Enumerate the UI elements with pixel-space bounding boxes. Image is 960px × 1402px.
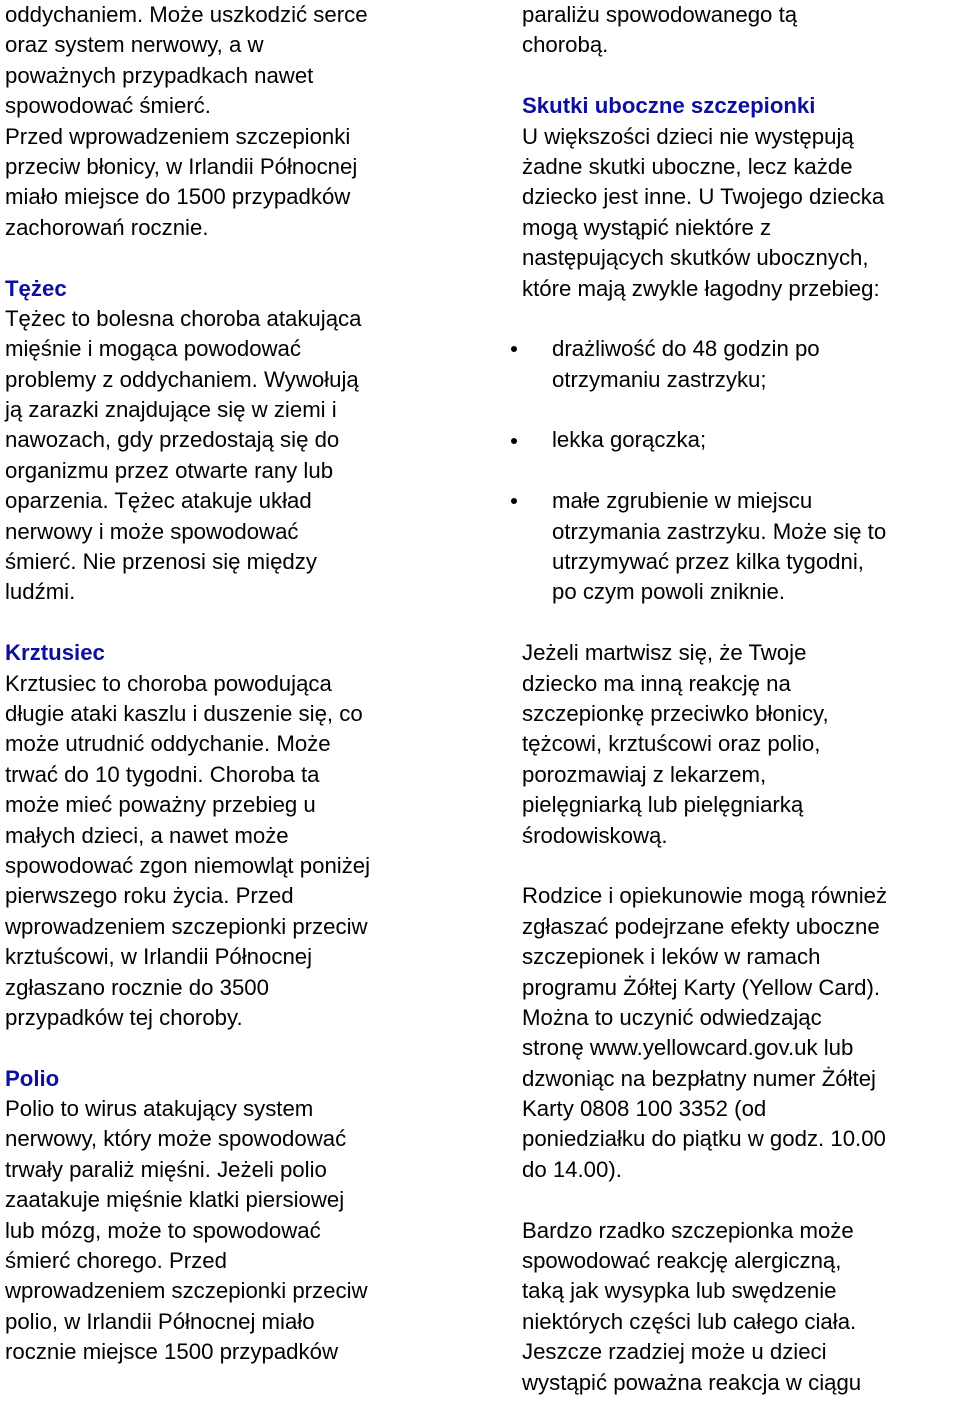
text-line: wprowadzeniem szczepionki przeciw [5, 913, 368, 939]
text-line: chorobą. [522, 32, 609, 58]
paragraph-gap [522, 851, 960, 881]
text-line: mięśnie i mogąca powodować [5, 336, 301, 362]
text-line: oraz system nerwowy, a w [5, 32, 264, 58]
text-line: następujących skutków ubocznych, [522, 245, 869, 271]
text-line: spowodować śmierć. [5, 93, 211, 119]
text-line: nawozach, gdy przedostają się do [5, 427, 340, 453]
text-line: zgłaszać podejrzane efekty uboczne [522, 913, 880, 939]
text-line: organizmu przez otwarte rany lub [5, 457, 334, 483]
text-line: zaatakuje mięśnie klatki piersiowej [5, 1187, 345, 1213]
left-column [5, 0, 465, 1368]
text-line: problemy z oddychaniem. Wywołują [5, 366, 359, 392]
text-line: może utrudnić oddychanie. Może [5, 731, 331, 757]
bullet-item [522, 334, 960, 395]
paragraph-gap [5, 608, 465, 638]
text-line: pielęgniarką lub pielęgniarką [522, 792, 804, 818]
text-line: trwać do 10 tygodni. Choroba ta [5, 761, 320, 787]
bullet-icon [510, 334, 518, 364]
text-line: Przed wprowadzeniem szczepionki [5, 123, 351, 149]
text-line: Tężec to bolesna choroba atakująca [5, 305, 362, 331]
text-line: dzwoniąc na bezpłatny numer Żółtej [522, 1065, 876, 1091]
text-line: spowodować reakcję alergiczną, [522, 1248, 842, 1274]
text-line: Rodzice i opiekunowie mogą również [522, 883, 888, 909]
text-line: Karty 0808 100 3352 (od [522, 1096, 767, 1122]
text-line: dziecko jest inne. U Twojego dziecka [522, 184, 885, 210]
text-line: poważnych przypadkach nawet [5, 62, 314, 88]
paragraph-gap [5, 243, 465, 273]
text-line: szczepionek i leków w ramach [522, 944, 821, 970]
text-line: taką jak wysypka lub swędzenie [522, 1278, 837, 1304]
text-line: paraliżu spowodowanego tą [522, 2, 798, 27]
text-line: może mieć poważny przebieg u [5, 792, 316, 818]
bullet-text-line: otrzymania zastrzyku. Może się to [552, 518, 887, 544]
text-line: lub mózg, może to spowodować [5, 1217, 321, 1243]
text-line: Można to uczynić odwiedzając [522, 1004, 822, 1030]
text-line: krztuścowi, w Irlandii Północnej [5, 944, 313, 970]
text-line: niektórych części lub całego ciała. [522, 1308, 857, 1334]
paragraph-gap [522, 395, 960, 425]
paragraph-gap [522, 61, 960, 91]
right-column [522, 0, 960, 1398]
text-line: dziecko ma inną reakcję na [522, 670, 791, 696]
section-heading: Skutki uboczne szczepionki [522, 93, 816, 119]
text-line: polio, w Irlandii Północnej miało [5, 1308, 315, 1334]
text-line: Polio to wirus atakujący system [5, 1096, 314, 1122]
text-line: przeciw błonicy, w Irlandii Północnej [5, 153, 358, 179]
text-line: tężcowi, krztuścowi oraz polio, [522, 731, 821, 757]
text-line: mogą wystąpić niektóre z [522, 214, 772, 240]
text-line: nerwowy i może spowodować [5, 518, 299, 544]
text-line: Jeżeli martwisz się, że Twoje [522, 640, 807, 666]
text-line: porozmawiaj z lekarzem, [522, 761, 767, 787]
text-line: nerwowy, który może spowodować [5, 1126, 347, 1152]
text-line: które mają zwykle łagodny przebieg: [522, 275, 880, 301]
text-line: do 14.00). [522, 1156, 622, 1182]
paragraph-gap [5, 1033, 465, 1063]
section-heading: Tężec [5, 275, 67, 301]
text-line: spowodować zgon niemowląt poniżej [5, 852, 371, 878]
bullet-text-line: otrzymaniu zastrzyku; [552, 366, 767, 392]
text-line: U większości dzieci nie występują [522, 123, 854, 149]
text-line: oparzenia. Tężec atakuje układ [5, 488, 312, 514]
text-line: ją zarazki znajdujące się w ziemi i [5, 397, 337, 423]
text-line: pierwszego roku życia. Przed [5, 883, 294, 909]
text-line: Krztusiec to choroba powodująca [5, 670, 332, 696]
bullet-item [522, 486, 960, 608]
bullet-text-line: lekka gorączka; [552, 427, 707, 453]
bullet-text-line: małe zgrubienie w miejscu [552, 488, 813, 514]
section-heading: Polio [5, 1065, 60, 1091]
text-line: małych dzieci, a nawet może [5, 822, 289, 848]
text-line: poniedziałku do piątku w godz. 10.00 [522, 1126, 886, 1152]
paragraph-gap [522, 608, 960, 638]
bullet-text-line: po czym powoli zniknie. [552, 579, 786, 605]
text-line: Bardzo rzadko szczepionka może [522, 1217, 854, 1243]
text-line: wprowadzeniem szczepionki przeciw [5, 1278, 368, 1304]
bullet-icon [510, 425, 518, 455]
text-line: zgłaszano rocznie do 3500 [5, 974, 269, 1000]
text-line: śmierć. Nie przenosi się między [5, 549, 317, 575]
text-line: stronę www.yellowcard.gov.uk lub [522, 1035, 854, 1061]
bullet-item [522, 425, 960, 455]
text-line: środowiskową. [522, 822, 668, 848]
text-line: szczepionkę przeciwko błonicy, [522, 700, 829, 726]
bullet-text-line: drażliwość do 48 godzin po [552, 336, 820, 362]
bullet-text-line: utrzymywać przez kilka tygodni, [552, 549, 864, 575]
text-line: oddychaniem. Może uszkodzić serce [5, 2, 368, 27]
text-line: trwały paraliż mięśni. Jeżeli polio [5, 1156, 327, 1182]
text-line: zachorowań rocznie. [5, 214, 209, 240]
text-line: długie ataki kaszlu i duszenie się, co [5, 700, 363, 726]
bullet-icon [510, 486, 518, 516]
text-line: miało miejsce do 1500 przypadków [5, 184, 351, 210]
text-line: przypadków tej choroby. [5, 1004, 243, 1030]
text-line: śmierć chorego. Przed [5, 1248, 227, 1274]
section-heading: Krztusiec [5, 640, 105, 666]
text-line: żadne skutki uboczne, lecz każde [522, 153, 853, 179]
text-line: ludźmi. [5, 579, 76, 605]
text-line: Jeszcze rzadziej może u dzieci [522, 1339, 827, 1365]
text-line: rocznie miejsce 1500 przypadków [5, 1339, 338, 1365]
paragraph-gap [522, 1185, 960, 1215]
text-line: programu Żółtej Karty (Yellow Card). [522, 974, 881, 1000]
paragraph-gap [522, 304, 960, 334]
text-line: wystąpić poważna reakcja w ciągu [522, 1369, 862, 1395]
paragraph-gap [522, 456, 960, 486]
